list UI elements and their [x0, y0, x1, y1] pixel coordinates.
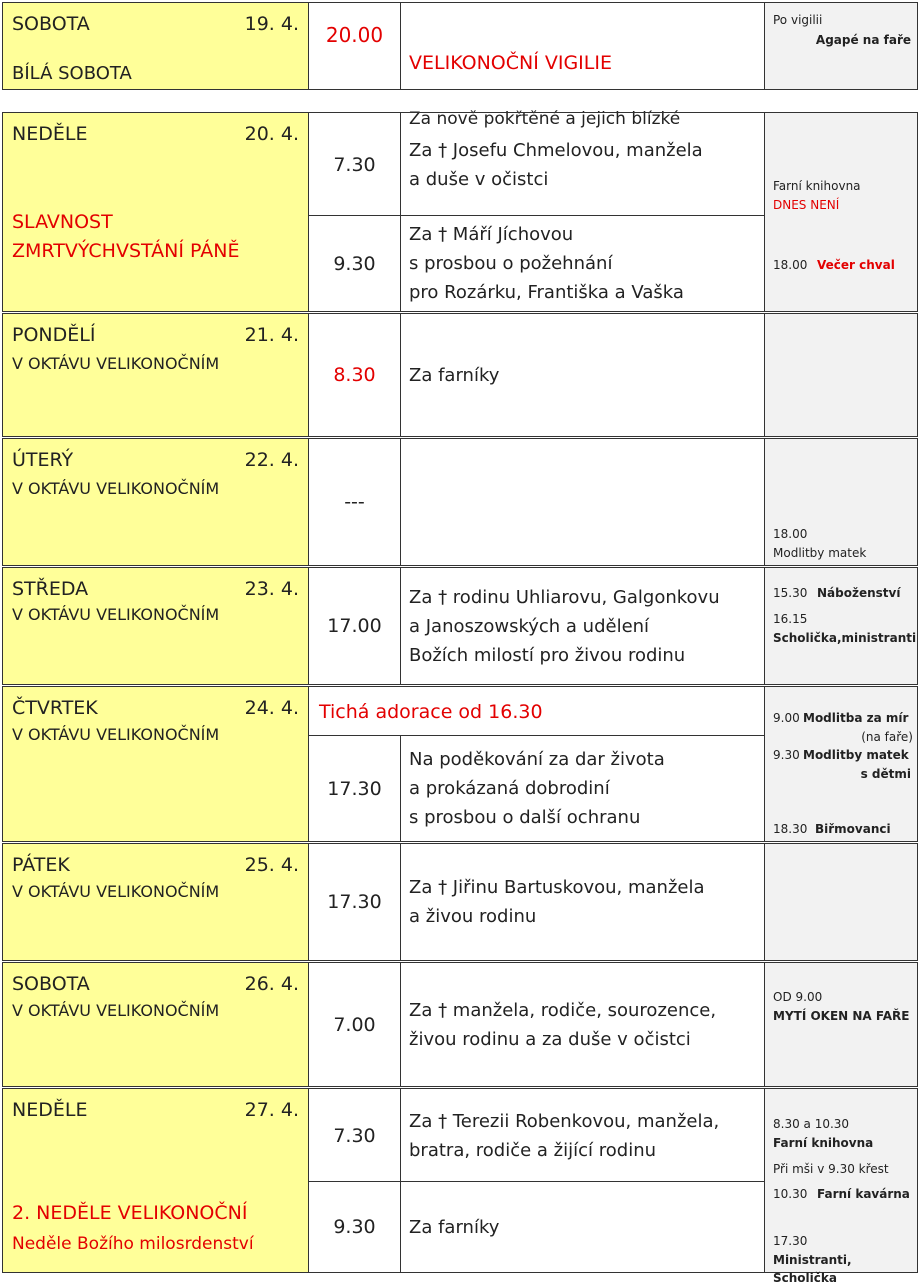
- day-cell: [3, 844, 309, 960]
- note-cell: [765, 314, 917, 436]
- note-text: Náboženství: [817, 586, 901, 600]
- day-date: 25. 4.: [244, 854, 299, 876]
- mass-intent: [401, 439, 765, 565]
- mass-time: 7.30: [309, 113, 401, 216]
- note-text: Farní kavárna: [817, 1187, 910, 1201]
- mass-time: 17.30: [309, 736, 401, 841]
- mass-intent: Za farníky: [401, 314, 765, 436]
- note-text: (na faře): [861, 730, 913, 744]
- day-name: SOBOTA: [12, 13, 90, 35]
- note-time: 16.15: [773, 612, 808, 626]
- day-cell: [3, 113, 309, 311]
- day-cell: [3, 687, 309, 841]
- note-cell: [765, 844, 917, 960]
- mass-intent: Za † Josefu Chmelovou, manžela a duše v očistci: [401, 113, 765, 216]
- day-subtitle: V OKTÁVU VELIKONOČNÍM: [12, 1001, 220, 1020]
- day-cell: [3, 1089, 309, 1272]
- day-block-sun-20: [2, 112, 918, 312]
- note-time: 9.00: [773, 711, 800, 725]
- mass-intent: Za † Máří Jíchovou s prosbou o požehnání pro Rozárku, Františka a Vaška: [401, 216, 765, 311]
- mass-intent: Za † rodinu Uhliarovu, Galgonkovu a Janoszowských a udělení Božích milostí pro živou rodinu: [401, 568, 765, 684]
- note-text: Farní knihovna: [773, 1136, 874, 1150]
- note-time: 10.30: [773, 1187, 808, 1201]
- note-cell: [765, 963, 917, 1086]
- mass-intent: [401, 3, 765, 129]
- note-text: Večer chval: [817, 258, 895, 272]
- day-block-sat-26: [2, 962, 918, 1087]
- day-date: 27. 4.: [244, 1099, 299, 1121]
- day-cell: [3, 568, 309, 684]
- day-name: STŘEDA: [12, 578, 89, 600]
- day-name: SOBOTA: [12, 973, 90, 995]
- note-text: Ministranti, Scholička: [773, 1253, 852, 1285]
- day-cell: [3, 3, 309, 89]
- note-time: 15.30: [773, 586, 808, 600]
- note-text: Modlitba za mír: [803, 711, 909, 725]
- note-time: OD 9.00: [773, 990, 823, 1004]
- note-time: 8.30 a 10.30: [773, 1117, 850, 1131]
- day-subtitle: V OKTÁVU VELIKONOČNÍM: [12, 479, 220, 498]
- day-date: 19. 4.: [244, 13, 299, 35]
- feast-subtitle: Neděle Božího milosrdenství: [12, 1234, 254, 1254]
- feast-title: SLAVNOST: [12, 211, 113, 233]
- note-cell: [765, 687, 917, 841]
- mass-intent: Za farníky: [401, 1182, 765, 1272]
- day-name: ÚTERÝ: [12, 449, 74, 471]
- mass-time: 7.00: [309, 963, 401, 1086]
- mass-time: 8.30: [309, 314, 401, 436]
- day-block-mon-21: [2, 313, 918, 437]
- note-text: Agapé na faře: [815, 33, 911, 47]
- day-block-thu-24: [2, 686, 918, 842]
- day-date: 21. 4.: [244, 324, 299, 346]
- day-subtitle: V OKTÁVU VELIKONOČNÍM: [12, 882, 220, 901]
- day-date: 20. 4.: [244, 123, 299, 145]
- mass-time: 17.00: [309, 568, 401, 684]
- adoration-banner: Tichá adorace od 16.30: [309, 687, 765, 735]
- feast-title: ZMRTVÝCHVSTÁNÍ PÁNĚ: [12, 240, 240, 262]
- note-cell: [765, 113, 917, 311]
- day-name: ČTVRTEK: [12, 697, 98, 719]
- note-text: Modlitby matek: [773, 546, 867, 560]
- day-name: PÁTEK: [12, 854, 70, 876]
- day-cell: [3, 963, 309, 1086]
- day-date: 23. 4.: [244, 578, 299, 600]
- note-text: Scholička,ministranti: [773, 631, 917, 645]
- note-time: 17.30: [773, 1234, 808, 1248]
- note-text: Po vigilii: [773, 13, 823, 27]
- mass-time: 7.30: [309, 1089, 401, 1182]
- day-cell: [3, 439, 309, 565]
- day-date: 26. 4.: [244, 973, 299, 995]
- note-time: 18.30: [773, 822, 808, 836]
- intent-text: Za nově pokřtěné a jejich blízké: [409, 109, 681, 129]
- day-name: PONDĚLÍ: [12, 324, 96, 346]
- day-subtitle: V OKTÁVU VELIKONOČNÍM: [12, 354, 220, 373]
- note-cell: [765, 3, 917, 89]
- day-subtitle: V OKTÁVU VELIKONOČNÍM: [12, 605, 220, 624]
- mass-intent: Za † Jiřinu Bartuskovou, manžela a živou rodinu: [401, 844, 765, 960]
- day-block-sat-19: [2, 2, 918, 129]
- note-time: 18.00: [773, 258, 808, 272]
- note-text: Farní knihovna: [773, 179, 861, 193]
- mass-time: 17.30: [309, 844, 401, 960]
- day-block-sun-27: [2, 1088, 918, 1285]
- note-cell: [765, 439, 917, 565]
- note-time: 18.00: [773, 527, 808, 541]
- feast-title: 2. NEDĚLE VELIKONOČNÍ: [12, 1202, 248, 1224]
- note-text: Biřmovanci: [815, 822, 891, 836]
- mass-time: ---: [309, 439, 401, 565]
- note-text: Při mši v 9.30 křest: [773, 1162, 889, 1176]
- note-cell: [765, 1089, 917, 1285]
- note-time: 9.30: [773, 748, 800, 762]
- day-name: NEDĚLE: [12, 123, 88, 145]
- day-block-fri-25: [2, 843, 918, 961]
- mass-intent: Za † manžela, rodiče, sourozence, živou rodinu a za duše v očistci: [401, 963, 765, 1086]
- day-block-tue-22: [2, 438, 918, 566]
- mass-time: 9.30: [309, 1182, 401, 1272]
- day-name: NEDĚLE: [12, 1099, 88, 1121]
- mass-time: 20.00: [309, 3, 401, 89]
- mass-time: 9.30: [309, 216, 401, 311]
- note-text: Modlitby matek: [803, 748, 909, 762]
- note-text: s dětmi: [860, 767, 911, 781]
- event-title: VELIKONOČNÍ VIGILIE: [409, 52, 612, 74]
- note-text: DNES NENÍ: [773, 198, 840, 212]
- day-block-wed-23: [2, 567, 918, 685]
- day-cell: [3, 314, 309, 436]
- note-text: MYTÍ OKEN NA FAŘE: [773, 1009, 910, 1023]
- day-date: 22. 4.: [244, 449, 299, 471]
- note-cell: [765, 568, 917, 684]
- mass-intent: Za † Terezii Robenkovou, manžela, bratra, rodiče a žijící rodinu: [401, 1089, 765, 1182]
- day-subtitle: BÍLÁ SOBOTA: [12, 63, 132, 84]
- day-subtitle: V OKTÁVU VELIKONOČNÍM: [12, 725, 220, 744]
- day-date: 24. 4.: [244, 697, 299, 719]
- mass-intent: Na poděkování za dar života a prokázaná dobrodiní s prosbou o další ochranu: [401, 736, 765, 841]
